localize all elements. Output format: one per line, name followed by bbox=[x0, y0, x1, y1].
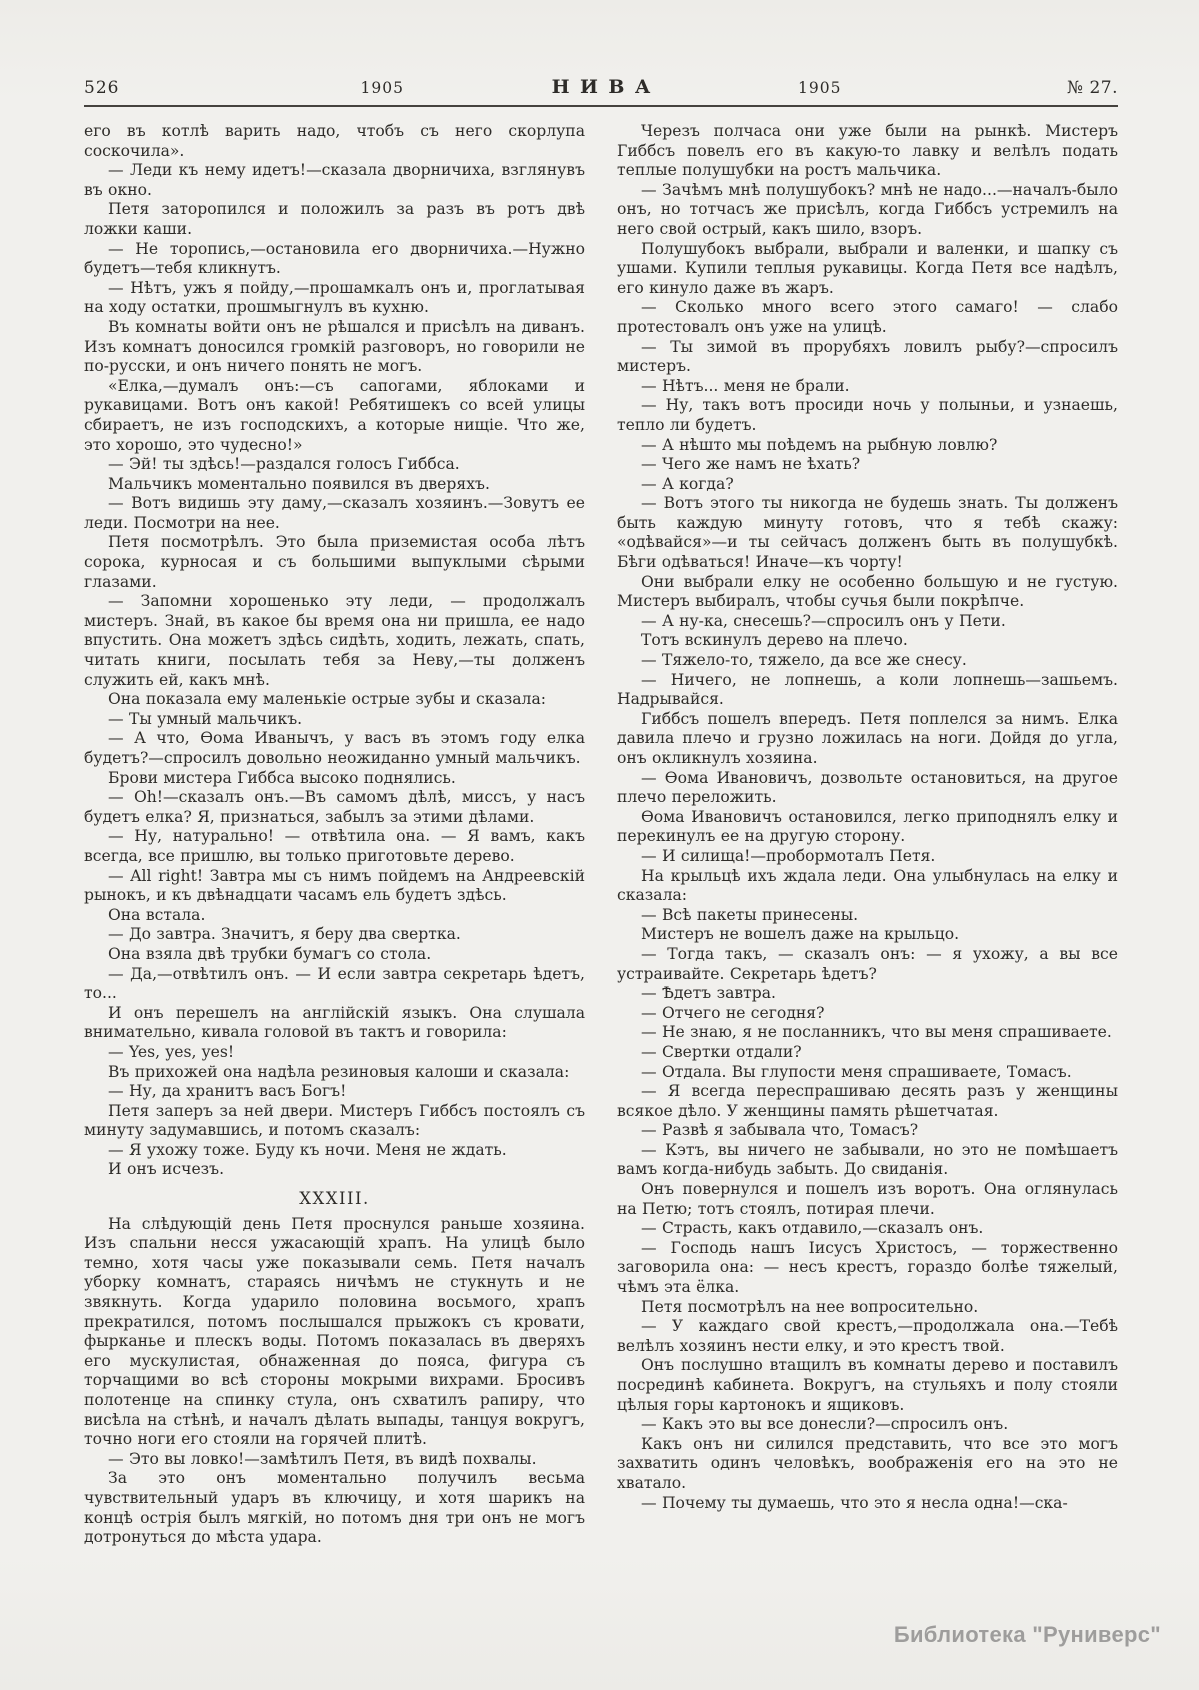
paragraph: Онъ послушно втащилъ въ комнаты дерево и поставилъ посрединѣ кабинета. Вокругъ, на стульяхъ и полу стояли цѣлыя горы картонокъ и ящиковъ. bbox=[617, 1356, 1118, 1414]
paragraph: — Кэтъ, вы ничего не забывали, но это не помѣшаетъ вамъ когда-нибудь забыть. До свиданія. bbox=[617, 1140, 1118, 1179]
paragraph: — Я ухожу тоже. Буду къ ночи. Меня не ждать. bbox=[108, 1140, 507, 1159]
page-header bbox=[84, 76, 1118, 107]
paragraph: — А нѣшто мы поѣдемъ на рыбную ловлю? bbox=[641, 435, 998, 454]
paragraph: — Не торопись,—остановила его дворничиха.—Нужно будетъ—тебя кликнутъ. bbox=[84, 239, 585, 278]
paragraph: — Ты зимой въ прорубяхъ ловилъ рыбу?—спросилъ мистеръ. bbox=[617, 337, 1118, 376]
paragraph: — Развѣ я забывала что, Томасъ? bbox=[641, 1121, 919, 1140]
paragraph: — Господь нашъ Іисусъ Христосъ, — торжественно заговорила она: — несъ крестъ, гораздо болѣе тяжелый, чѣмъ эта ёлка. bbox=[617, 1238, 1118, 1297]
left-column bbox=[84, 122, 585, 1548]
paragraph: — Ѣдетъ завтра. bbox=[641, 984, 777, 1003]
paragraph: — А когда? bbox=[641, 474, 734, 493]
paragraph: — Тяжело-то, тяжело, да все же снесу. bbox=[641, 651, 967, 670]
paragraph: — У каждаго свой крестъ,—продолжала она.—Тебѣ велѣлъ хозяинъ нести елку, и это крестъ твой. bbox=[617, 1317, 1118, 1355]
paragraph: — Oh!—сказалъ онъ.—Въ самомъ дѣлѣ, миссъ, у насъ будетъ елка? Я, признаться, забылъ за этими дѣлами. bbox=[84, 788, 585, 826]
paragraph: Брови мистера Гиббса высоко поднялись. bbox=[108, 768, 456, 787]
paragraph: За это онъ моментально получилъ весьма чувствительный ударъ въ ключицу, и хотя шарикъ на концѣ острія былъ мягкій, но потомъ дня три онъ не могъ дотронуться до мѣста удара. bbox=[84, 1469, 585, 1547]
paragraph: Полушубокъ выбрали, выбрали и валенки, и шапку съ ушами. Купили теплыя рукавицы. Когда Петя все надѣлъ, его кинуло даже въ жаръ. bbox=[617, 239, 1118, 297]
paragraph: — Сколько много всего этого самаго! — слабо протестовалъ онъ уже на улицѣ. bbox=[617, 298, 1118, 336]
paragraph: Петя заперъ за ней двери. Мистеръ Гиббсъ постоялъ съ минуту задумавшись, и потомъ сказалъ: bbox=[84, 1101, 585, 1140]
paragraph: — Почему ты думаешь, что это я несла одна!—ска- bbox=[641, 1493, 1068, 1512]
issue-number: № 27. bbox=[1066, 78, 1118, 98]
page-number: 526 bbox=[84, 78, 120, 98]
header-year-left: 1905 bbox=[360, 79, 404, 97]
paragraph: Ѳома Ивановичъ остановился, легко приподнялъ елку и перекинулъ ее на другую сторону. bbox=[617, 807, 1118, 846]
paragraph: — Ну, такъ вотъ просиди ночь у полыньи, и узнаешь, тепло ли будетъ. bbox=[617, 396, 1118, 434]
paragraph: Она взяла двѣ трубки бумагъ со стола. bbox=[108, 944, 432, 963]
paragraph: — All right! Завтра мы съ нимъ пойдемъ на Андреевскій рынокъ, и къ двѣнадцати часамъ ель будетъ здѣсь. bbox=[84, 866, 585, 905]
paragraph: Мистеръ не вошелъ даже на крыльцо. bbox=[641, 925, 960, 944]
paragraph: — А что, Ѳома Иванычъ, у васъ въ этомъ году елка будетъ?—спросилъ довольно неожиданно умный мальчикъ. bbox=[84, 729, 585, 767]
paragraph: Онъ повернулся и пошелъ изъ воротъ. Она оглянулась на Петю; тотъ стоялъ, потирая плечи. bbox=[617, 1180, 1118, 1218]
header-year-right: 1905 bbox=[797, 79, 842, 97]
paragraph: Она встала. bbox=[108, 905, 206, 924]
paragraph: Мальчикъ моментально появился въ дверяхъ. bbox=[108, 474, 490, 493]
paragraph: — Страсть, какъ отдавило,—сказалъ онъ. bbox=[641, 1219, 984, 1238]
paragraph: — Отдала. Вы глупости меня спрашиваете, Томасъ. bbox=[641, 1062, 1072, 1081]
paragraph: — Какъ это вы все донесли?—спросилъ онъ. bbox=[641, 1415, 1009, 1434]
paragraph: И онъ исчезъ. bbox=[108, 1160, 225, 1179]
paragraph: — Вотъ видишь эту даму,—сказалъ хозяинъ.—Зовутъ ее леди. Посмотри на нее. bbox=[84, 494, 585, 532]
paragraph: — Тогда такъ, — сказалъ онъ: — я ухожу, а вы все устраивайте. Секретарь ѣдетъ? bbox=[617, 944, 1118, 983]
paragraph: — Нѣтъ, ужъ я пойду,—прошамкалъ онъ и, проглатывая на ходу остатки, прошмыгнулъ въ кухню. bbox=[84, 278, 585, 317]
paragraph: Тотъ вскинулъ дерево на плечо. bbox=[641, 631, 908, 650]
paragraph: «Елка,—думалъ онъ:—съ сапогами, яблоками и рукавицами. Вотъ онъ какой! Ребятишекъ со всей улицы сбираетъ, не изъ господскихъ, а которые нищіе. Что же, это хорошо, это чудесно!» bbox=[84, 376, 585, 454]
paragraph: На слѣдующій день Петя проснулся раньше хозяина. Изъ спальни несся ужасающій храпъ. На улицѣ было темно, хотя часы уже показывали семь. Петя началъ уборку комнатъ, стараясь ничѣмъ не стукнуть и не звякнуть. Когда ударило половина восьмого, храпъ прекратился, потомъ послышался прыжокъ съ кровати, фырканье и плескъ воды. Потомъ показалась въ дверяхъ его мускулистая, обнаженная до пояса, фигура съ торчащими во всѣ стороны мокрыми вихрами. Бросивъ полотенце на спинку стула, онъ схватилъ рапиру, что висѣла на стѣнѣ, и началъ дѣлать выпады, танцуя вокругъ, точно ноги его стояли на горячей плитѣ. bbox=[84, 1214, 585, 1449]
paragraph: — И силища!—пробормоталъ Петя. bbox=[641, 846, 936, 865]
paragraph: Она показала ему маленькіе острые зубы и сказала: bbox=[108, 690, 547, 709]
paragraph: — Yes, yes, yes! bbox=[108, 1042, 235, 1061]
page-content bbox=[84, 76, 1118, 1548]
paragraph: Они выбрали елку не особенно большую и не густую. Мистеръ выбиралъ, чтобы сучья были покрѣпче. bbox=[617, 572, 1118, 611]
paragraph: Петя посмотрѣлъ на нее вопросительно. bbox=[641, 1297, 979, 1316]
paragraph: Петя заторопился и положилъ за разъ въ ротъ двѣ ложки каши. bbox=[84, 200, 585, 238]
paragraph: — Это вы ловко!—замѣтилъ Петя, въ видѣ похвалы. bbox=[108, 1449, 537, 1468]
paragraph: — До завтра. Значитъ, я беру два свертка. bbox=[108, 925, 461, 944]
journal-title: НИВА bbox=[551, 76, 661, 98]
paragraph: — Да,—отвѣтилъ онъ. — И если завтра секретарь ѣдетъ, то... bbox=[84, 964, 585, 1003]
right-column bbox=[617, 122, 1118, 1548]
paragraph: — Отчего не сегодня? bbox=[641, 1003, 825, 1022]
paragraph: — Не знаю, я не посланникъ, что вы меня спрашиваете. bbox=[641, 1023, 1112, 1042]
paragraph: Черезъ полчаса они уже были на рынкѣ. Мистеръ Гиббсъ повелъ его въ какую-то лавку и велѣлъ подать теплые полушубки на ростъ мальчика. bbox=[617, 122, 1118, 180]
paragraph: Какъ онъ ни силился представить, что все это могъ захватить одинъ человѣкъ, воображенія его на это не хватало. bbox=[617, 1434, 1118, 1492]
paragraph: — Свертки отдали? bbox=[641, 1042, 802, 1061]
paragraph: — Чего же намъ не ѣхать? bbox=[641, 455, 861, 474]
library-watermark: Библиотека "Руниверс" bbox=[893, 1622, 1161, 1647]
paragraph: — Вотъ этого ты никогда не будешь знать. Ты долженъ быть каждую минуту готовъ, что я тебѣ скажу: «одѣвайся»—и ты сейчасъ долженъ быть въ полушубкѣ. Бѣги одѣваться! Иначе—къ чорту! bbox=[617, 494, 1118, 572]
paragraph: — Ну, да хранитъ васъ Богъ! bbox=[108, 1082, 347, 1101]
paragraph: — Ничего, не лопнешь, а коли лопнешь—зашьемъ. Надрывайся. bbox=[617, 670, 1118, 709]
paragraph: И онъ перешелъ на англійскій языкъ. Она слушала внимательно, кивала головой въ тактъ и говорила: bbox=[84, 1003, 585, 1042]
paragraph: — Ѳома Ивановичъ, дозвольте остановиться, на другое плечо переложить. bbox=[617, 768, 1118, 807]
paragraph: — Зачѣмъ мнѣ полушубокъ? мнѣ не надо...—началъ-было онъ, но тотчасъ же присѣлъ, когда Гиббсъ устремилъ на него свой острый, какъ шило, взоръ. bbox=[617, 180, 1118, 238]
paragraph: Петя посмотрѣлъ. Это была приземистая особа лѣтъ сорока, курносая и съ большими выпуклыми сѣрыми глазами. bbox=[84, 533, 585, 591]
paragraph: — Ты умный мальчикъ. bbox=[108, 709, 303, 728]
paragraph: — Всѣ пакеты принесены. bbox=[641, 905, 859, 924]
paragraph: — Леди къ нему идетъ!—сказала дворничиха, взглянувъ въ окно. bbox=[84, 161, 585, 199]
paragraph: Гиббсъ пошелъ впередъ. Петя поплелся за нимъ. Елка давила плечо и грузно ложилась на ноги. Дойдя до угла, онъ окликнулъ хозяина. bbox=[617, 709, 1118, 767]
paragraph: — Нѣтъ... меня не брали. bbox=[641, 376, 850, 395]
paragraph: Въ прихожей она надѣла резиновыя калоши и сказала: bbox=[108, 1062, 570, 1081]
chapter-heading: XXXIII. bbox=[299, 1189, 370, 1209]
paragraph: его въ котлѣ варить надо, чтобъ съ него скорлупа соскочила». bbox=[84, 122, 585, 160]
paragraph: Въ комнаты войти онъ не рѣшался и присѣлъ на диванъ. Изъ комнатъ доносился громкій разговоръ, но говорили не по-русски, и онъ ничего понять не могъ. bbox=[84, 317, 585, 376]
paragraph: На крыльцѣ ихъ ждала леди. Она улыбнулась на елку и сказала: bbox=[617, 866, 1118, 905]
paragraph: — Ну, натурально! — отвѣтила она. — Я вамъ, какъ всегда, все пришлю, вы только приготовьте дерево. bbox=[84, 827, 585, 865]
paragraph: — Я всегда переспрашиваю десять разъ у женщины всякое дѣло. У женщины память рѣшетчатая. bbox=[617, 1082, 1118, 1120]
paragraph: — Запомни хорошенько эту леди, — продолжалъ мистеръ. Знай, въ какое бы время она ни пришла, ее надо впустить. Она можетъ здѣсь сидѣть, ходить, лежать, спать, читать книги, посылать тебя за Неву,—ты долженъ служить ей, какъ мнѣ. bbox=[84, 592, 585, 689]
paragraph: — А ну-ка, снесешь?—спросилъ онъ у Пети. bbox=[641, 611, 1006, 630]
paragraph: — Эй! ты здѣсь!—раздался голосъ Гиббса. bbox=[108, 455, 460, 474]
text-columns bbox=[84, 122, 1118, 1548]
